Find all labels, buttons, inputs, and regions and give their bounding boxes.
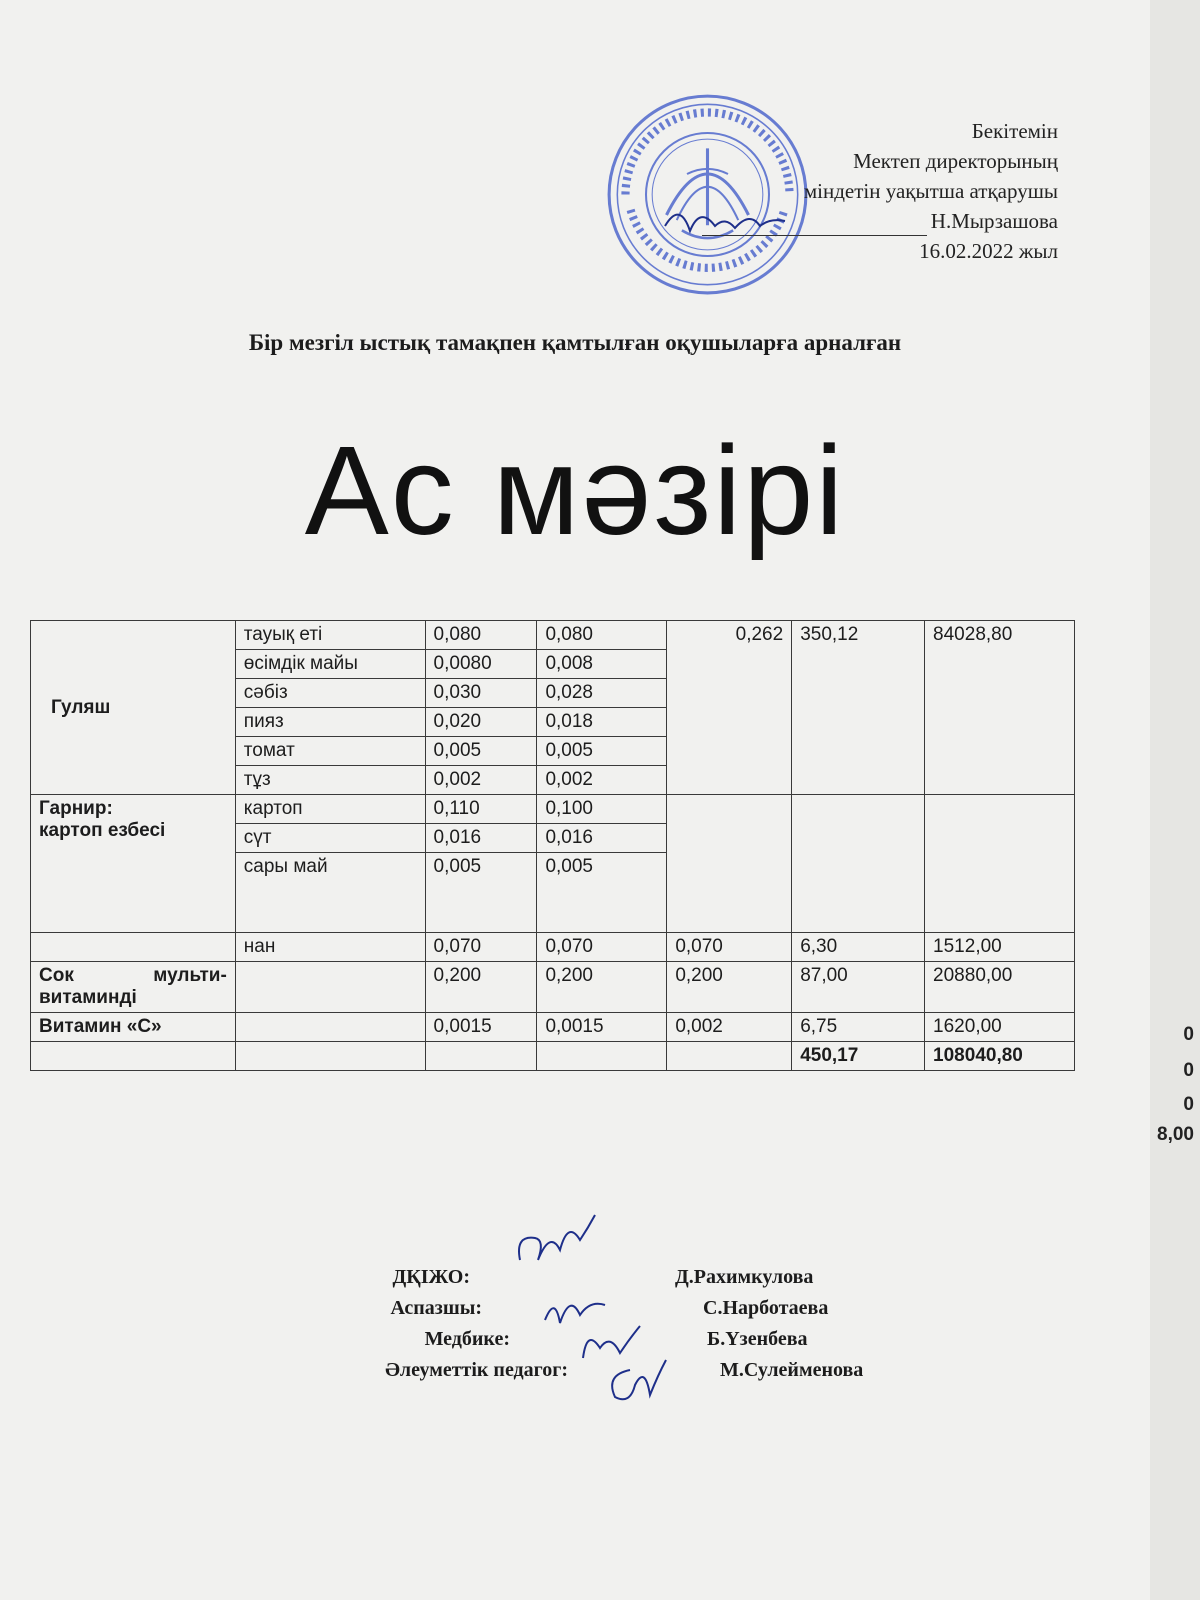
underlying-sheet-stub: 0 [1183,1024,1194,1045]
approval-heading: Бекітемін [971,119,1058,143]
table-row [31,933,1075,962]
signature-line [702,213,927,236]
portion-price: 350,12 [792,621,925,795]
signature-role: Медбике: [424,1328,510,1350]
portion-total: 0,262 [667,621,792,795]
signature-name: Д.Рахимкулова [675,1266,814,1288]
dish-name [31,795,236,933]
signature-role: Аспазшы: [390,1297,482,1319]
approval-signer-line [702,206,1058,236]
empty-cell [425,1042,537,1071]
row-sum: 1620,00 [925,1013,1075,1042]
net-weight: 0,016 [537,824,667,853]
table-row [31,795,1075,824]
portion-price: 87,00 [792,962,925,1013]
net-weight: 0,070 [537,933,667,962]
empty-cell [31,1042,236,1071]
empty-cell [31,933,236,962]
ingredient-name: өсімдік майы [235,650,425,679]
table-row-total [31,1042,1075,1071]
dish-name: Гуляш [31,621,236,795]
ingredient-name: картоп [235,795,425,824]
ingredient-name: тауық еті [235,621,425,650]
approval-block [702,116,1058,266]
dish-name-line: картоп езбесі [39,820,166,841]
net-weight: 0,100 [537,795,667,824]
signature-row [0,1324,1150,1355]
gross-weight: 0,070 [425,933,537,962]
approval-date: 16.02.2022 жыл [919,239,1058,263]
ingredient-name: нан [235,933,425,962]
empty-cell [537,1042,667,1071]
ingredient-name: сәбіз [235,679,425,708]
row-sum: 84028,80 [925,621,1075,795]
ingredient-name: тұз [235,766,425,795]
net-weight: 0,002 [537,766,667,795]
portion-price: 6,75 [792,1013,925,1042]
table-row [31,1013,1075,1042]
gross-weight: 0,200 [425,962,537,1013]
total-price: 450,17 [792,1042,925,1071]
gross-weight: 0,005 [425,737,537,766]
signatures-block [0,1262,1150,1386]
net-weight: 0,0015 [537,1013,667,1042]
dish-name: Сок мульти-витаминді [31,962,236,1013]
portion-price: 6,30 [792,933,925,962]
empty-cell [667,795,792,933]
table-row [31,962,1075,1013]
net-weight: 0,005 [537,737,667,766]
signature-row [0,1293,1150,1324]
dish-name: Витамин «С» [31,1013,236,1042]
approval-position: Мектеп директорының [853,149,1058,173]
empty-cell [667,1042,792,1071]
document-title: Ас мәзірі [304,420,846,561]
underlying-sheet-stub: 8,00 [1157,1124,1194,1145]
net-weight: 0,028 [537,679,667,708]
gross-weight: 0,0080 [425,650,537,679]
gross-weight: 0,0015 [425,1013,537,1042]
menu-table [30,620,1075,1071]
ingredient-name: пияз [235,708,425,737]
row-sum: 20880,00 [925,962,1075,1013]
gross-weight: 0,005 [425,853,537,933]
ingredient-name: сары май [235,853,425,933]
empty-cell [235,1042,425,1071]
gross-weight: 0,030 [425,679,537,708]
ingredient-name: томат [235,737,425,766]
signature-row [0,1355,1150,1386]
empty-cell [235,1013,425,1042]
signature-row [0,1262,1150,1293]
empty-cell [792,795,925,933]
ingredient-name: сүт [235,824,425,853]
document-subtitle: Бір мезгіл ыстық тамақпен қамтылған оқушыларға арналған [248,330,902,355]
portion-total: 0,070 [667,933,792,962]
signature-name: Б.Үзенбева [707,1328,808,1350]
gross-weight: 0,016 [425,824,537,853]
net-weight: 0,200 [537,962,667,1013]
net-weight: 0,008 [537,650,667,679]
gross-weight: 0,002 [425,766,537,795]
net-weight: 0,005 [537,853,667,933]
gross-weight: 0,110 [425,795,537,824]
total-sum: 108040,80 [925,1042,1075,1071]
signature-role: ДҚІЖО: [392,1266,470,1288]
portion-total: 0,200 [667,962,792,1013]
gross-weight: 0,020 [425,708,537,737]
signature-role: Әлеуметтік педагог: [385,1359,568,1381]
underlying-sheet-stub: 0 [1183,1094,1194,1115]
underlying-sheet-stub: 0 [1183,1060,1194,1081]
gross-weight: 0,080 [425,621,537,650]
net-weight: 0,080 [537,621,667,650]
signature-name: М.Сулейменова [720,1359,864,1381]
net-weight: 0,018 [537,708,667,737]
approval-signer: Н.Мырзашова [930,209,1058,233]
signature-name: С.Нарботаева [703,1297,829,1319]
portion-total: 0,002 [667,1013,792,1042]
dish-name-line: Гарнир: [39,798,113,819]
empty-cell [925,795,1075,933]
empty-cell [235,962,425,1013]
row-sum: 1512,00 [925,933,1075,962]
approval-acting: міндетін уақытша атқарушы [803,179,1058,203]
table-row [31,621,1075,650]
